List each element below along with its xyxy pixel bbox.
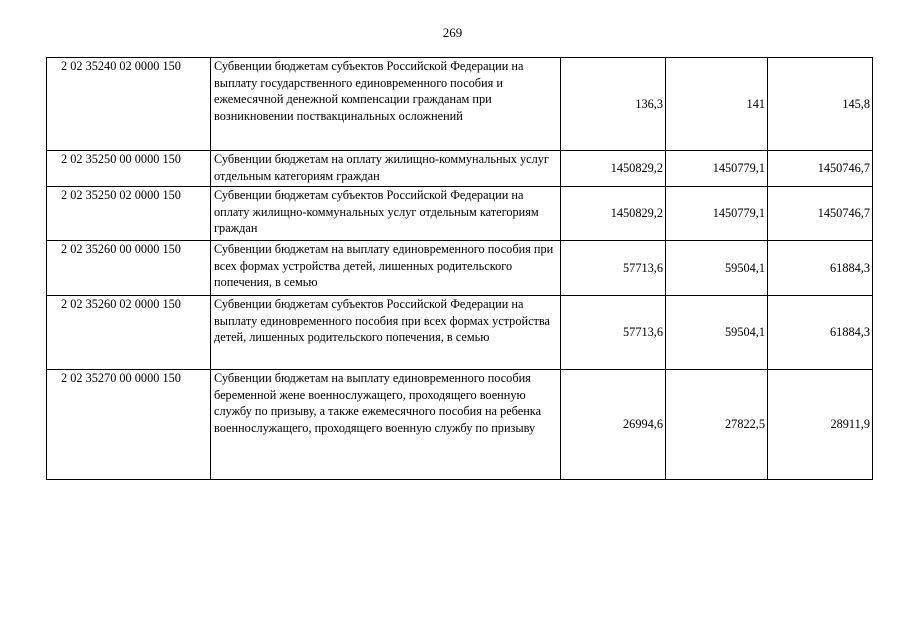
- table-row: [47, 151, 873, 187]
- description-cell: Субвенции бюджетам на выплату единовременного пособия беременной жене военнослужащего, проходящего военную службу по призыву, а также ежемесячного пособия на ребенка военнослужащего, проходящего военную службу по призыву: [211, 370, 561, 480]
- budget-code-cell: 2 02 35250 00 0000 150: [47, 151, 211, 187]
- page-number: 269: [442, 25, 463, 40]
- description-cell: Субвенции бюджетам на выплату единовременного пособия при всех формах устройства детей, лишенных родительского попечения, в семью: [211, 241, 561, 296]
- value-year-1-cell: 57713,6: [561, 241, 666, 296]
- table-row: [47, 241, 873, 296]
- table-row: [47, 187, 873, 241]
- value-year-2-cell: 59504,1: [666, 296, 768, 370]
- description-cell: Субвенции бюджетам субъектов Российской Федерации на выплату государственного единовременного пособия и ежемесячной денежной компенсации гражданам при возникновении поствакцинальных осложнений: [211, 58, 561, 151]
- value-year-3-cell: 28911,9: [768, 370, 873, 480]
- value-year-1-cell: 57713,6: [561, 296, 666, 370]
- budget-code-cell: 2 02 35260 02 0000 150: [47, 296, 211, 370]
- table-row: [47, 296, 873, 370]
- value-year-2-cell: 141: [666, 58, 768, 151]
- value-year-2-cell: 1450779,1: [666, 187, 768, 241]
- value-year-1-cell: 136,3: [561, 58, 666, 151]
- value-year-2-cell: 1450779,1: [666, 151, 768, 187]
- value-year-2-cell: 27822,5: [666, 370, 768, 480]
- description-cell: Субвенции бюджетам на оплату жилищно-коммунальных услуг отдельным категориям граждан: [211, 151, 561, 187]
- table-row: [47, 370, 873, 480]
- budget-revenue-table: [46, 57, 873, 480]
- value-year-1-cell: 26994,6: [561, 370, 666, 480]
- description-cell: Субвенции бюджетам субъектов Российской Федерации на оплату жилищно-коммунальных услуг отдельным категориям граждан: [211, 187, 561, 241]
- value-year-3-cell: 61884,3: [768, 296, 873, 370]
- budget-code-cell: 2 02 35270 00 0000 150: [47, 370, 211, 480]
- budget-code-cell: 2 02 35260 00 0000 150: [47, 241, 211, 296]
- table-row: [47, 58, 873, 151]
- value-year-2-cell: 59504,1: [666, 241, 768, 296]
- description-cell: Субвенции бюджетам субъектов Российской Федерации на выплату единовременного пособия при всех формах устройства детей, лишенных родительского попечения, в семью: [211, 296, 561, 370]
- value-year-3-cell: 145,8: [768, 58, 873, 151]
- budget-code-cell: 2 02 35250 02 0000 150: [47, 187, 211, 241]
- value-year-1-cell: 1450829,2: [561, 151, 666, 187]
- value-year-3-cell: 61884,3: [768, 241, 873, 296]
- value-year-3-cell: 1450746,7: [768, 151, 873, 187]
- value-year-3-cell: 1450746,7: [768, 187, 873, 241]
- value-year-1-cell: 1450829,2: [561, 187, 666, 241]
- budget-code-cell: 2 02 35240 02 0000 150: [47, 58, 211, 151]
